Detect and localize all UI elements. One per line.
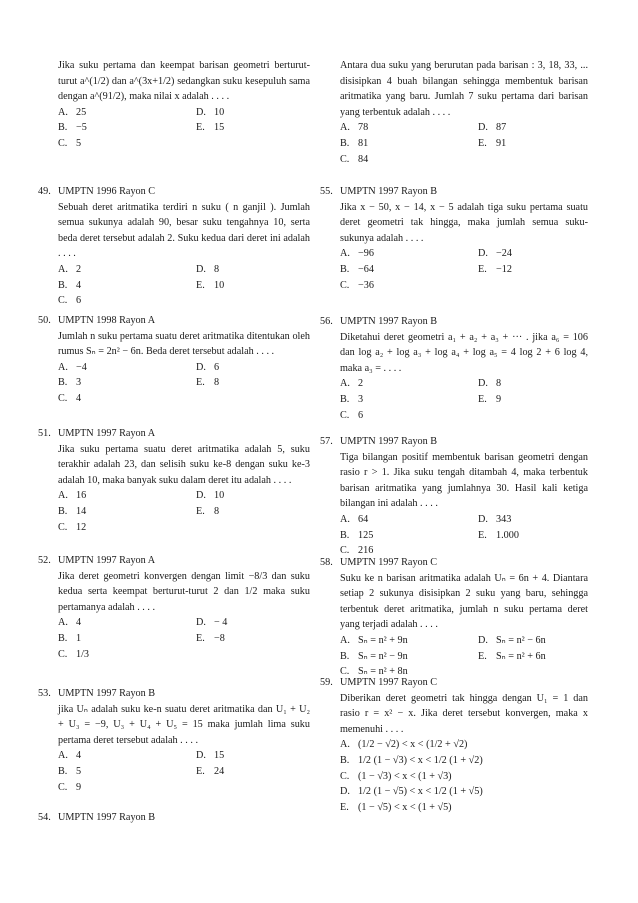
answer-option — [196, 631, 306, 647]
answer-options — [340, 737, 588, 815]
option-letter: D. — [196, 617, 206, 629]
option-value: 10 — [214, 490, 225, 502]
problem-source: UMPTN 1997 Rayon B — [340, 436, 438, 447]
option-letter: A. — [340, 739, 350, 751]
option-letter: E. — [478, 393, 487, 405]
option-letter: E. — [196, 765, 205, 777]
option-value: Sₙ = n² − 6n — [496, 634, 546, 646]
problem-source: UMPTN 1997 Rayon C — [340, 557, 438, 568]
option-value: 8 — [214, 263, 220, 275]
problem-number: 49. — [38, 186, 51, 197]
option-value: −8 — [214, 632, 225, 644]
answer-option — [196, 748, 306, 764]
option-value: 3 — [358, 393, 364, 405]
answer-option — [340, 376, 478, 392]
option-letter: D. — [196, 106, 206, 118]
answer-option — [58, 520, 196, 536]
answer-option — [340, 737, 588, 753]
option-value: 2 — [358, 378, 364, 390]
option-value: −4 — [76, 361, 87, 373]
answer-option — [196, 615, 306, 631]
option-letter: A. — [58, 361, 68, 373]
answer-option — [340, 528, 478, 544]
problem-text: Tiga bilangan positif membentuk barisan geometri dengan rasio r > 1. Jika suku tengah ditambah 4, maka terbentuk barisan aritmatika yang jumlahnya 30. Hasil kali ketiga bilangan ini adalah . . . . — [340, 451, 588, 510]
answer-option — [58, 293, 196, 309]
option-letter: E. — [478, 529, 487, 541]
option-value: 24 — [214, 765, 225, 777]
option-value: 91 — [496, 137, 507, 149]
problem-text: Jika suku pertama dan keempat barisan geometri berturut-turut a^(1/2) dan a^(3x+1/2) sedangkan suku kesepuluh sama dengan a^(91/2), maka nilai x adalah . . . . — [58, 60, 310, 103]
problem-source: UMPTN 1997 Rayon B — [58, 812, 156, 823]
answer-options — [58, 105, 310, 152]
answer-option — [196, 764, 306, 780]
problem-source: UMPTN 1998 Rayon A — [58, 315, 156, 326]
option-value: 1.000 — [496, 529, 519, 541]
option-value: 15 — [214, 750, 225, 762]
option-value: 9 — [76, 781, 82, 793]
answer-option — [340, 246, 478, 262]
answer-option — [58, 488, 196, 504]
option-value: 25 — [76, 106, 87, 118]
option-value: −5 — [76, 122, 87, 134]
problem-source: UMPTN 1997 Rayon A — [58, 555, 156, 566]
answer-option — [340, 800, 588, 816]
option-letter: B. — [340, 263, 350, 275]
problem-p59 — [320, 675, 588, 815]
option-value: 1/2 (1 − √5) < x < 1/2 (1 + √5) — [358, 786, 483, 798]
problem-p55 — [320, 184, 588, 293]
answer-option — [58, 647, 196, 663]
problem-p54b — [340, 58, 588, 167]
option-value: 5 — [76, 765, 82, 777]
answer-option — [196, 375, 306, 391]
answer-option — [58, 120, 196, 136]
answer-options — [58, 748, 310, 795]
option-value: 6 — [214, 361, 220, 373]
problem-source: UMPTN 1997 Rayon B — [58, 688, 156, 699]
option-letter: E. — [196, 377, 205, 389]
option-letter: C. — [58, 295, 68, 307]
problem-number: 51. — [38, 428, 51, 439]
answer-option — [340, 408, 478, 424]
answer-option — [478, 246, 588, 262]
option-value: −12 — [496, 263, 512, 275]
problem-p56 — [320, 314, 588, 423]
option-letter: A. — [58, 750, 68, 762]
option-letter: A. — [58, 617, 68, 629]
answer-option — [478, 392, 588, 408]
option-letter: A. — [340, 513, 350, 525]
option-letter: E. — [340, 801, 349, 813]
option-value: (1 − √3) < x < (1 + √3) — [358, 770, 452, 782]
option-letter: B. — [58, 632, 68, 644]
problem-text: Sebuah deret aritmatika terdiri n suku ( n ganjil ). Jumlah semua sukunya adalah 90, besar suku tengahnya 10, serta beda deret tersebut adalah 2. Suku kedua dari deret ini adalah . . . . — [58, 201, 310, 260]
option-letter: B. — [58, 505, 68, 517]
option-letter: D. — [196, 750, 206, 762]
problem-source: UMPTN 1997 Rayon A — [58, 428, 156, 439]
answer-option — [58, 615, 196, 631]
answer-option — [340, 753, 588, 769]
problem-number: 55. — [320, 186, 333, 197]
answer-option — [196, 105, 306, 121]
option-letter: D. — [340, 786, 350, 798]
answer-options — [58, 615, 310, 662]
answer-option — [340, 649, 478, 665]
problem-p54 — [38, 810, 310, 826]
option-value: 216 — [358, 545, 374, 557]
answer-option — [58, 136, 196, 152]
answer-option — [478, 528, 588, 544]
problem-number: 52. — [38, 555, 51, 566]
option-value: 10 — [214, 106, 225, 118]
problem-text: Suku ke n barisan aritmatika adalah Uₙ = 6n + 4. Diantara setiap 2 sukunya disisipkan 2 suku yang baru, sehingga terbentuk deret aritmatika, jumlah n suku pertama deret yang terjadi adalah . . . . — [340, 572, 588, 631]
answer-option — [196, 262, 306, 278]
problem-text: Jumlah n suku pertama suatu deret aritmatika ditentukan oleh rumus Sₙ = 2n² − 6n. Beda deret tersebut adalah . . . . — [58, 330, 310, 358]
option-letter: B. — [340, 393, 350, 405]
answer-option — [340, 633, 478, 649]
answer-option — [340, 769, 588, 785]
option-letter: E. — [196, 279, 205, 291]
problem-source: UMPTN 1997 Rayon B — [340, 186, 438, 197]
option-letter: A. — [340, 378, 350, 390]
option-letter: D. — [196, 361, 206, 373]
answer-option — [478, 633, 588, 649]
problem-text: jika Uₙ adalah suku ke-n suatu deret aritmatika dan U₁ + U₂ + U₃ = −9, U₃ + U₄ + U₅ = 15 maka jumlah lima suku pertama deret tersebut adalah . . . . — [58, 703, 310, 746]
problem-p53 — [38, 686, 310, 795]
option-letter: D. — [478, 513, 488, 525]
answer-option — [196, 488, 306, 504]
answer-option — [478, 120, 588, 136]
problem-p57 — [320, 434, 588, 559]
option-value: (1/2 − √2) < x < (1/2 + √2) — [358, 739, 468, 751]
option-letter: E. — [196, 632, 205, 644]
option-value: 78 — [358, 122, 369, 134]
answer-option — [58, 780, 196, 796]
answer-option — [340, 512, 478, 528]
option-value: 1 — [76, 632, 82, 644]
option-value: −96 — [358, 248, 374, 260]
option-letter: C. — [58, 137, 68, 149]
option-letter: A. — [340, 248, 350, 260]
option-letter: B. — [340, 650, 350, 662]
option-letter: D. — [478, 378, 488, 390]
option-value: 8 — [214, 505, 220, 517]
answer-options — [340, 376, 588, 423]
option-value: −36 — [358, 279, 374, 291]
option-value: 1/2 (1 − √3) < x < 1/2 (1 + √2) — [358, 754, 483, 766]
answer-option — [58, 631, 196, 647]
answer-option — [58, 105, 196, 121]
option-letter: A. — [340, 634, 350, 646]
option-letter: C. — [340, 545, 350, 557]
answer-option — [478, 512, 588, 528]
option-letter: B. — [340, 529, 350, 541]
option-value: 16 — [76, 490, 87, 502]
problem-number: 57. — [320, 436, 333, 447]
option-letter: A. — [340, 122, 350, 134]
answer-option — [58, 504, 196, 520]
option-letter: E. — [196, 505, 205, 517]
option-value: 1/3 — [76, 648, 90, 660]
problem-text: Diketahui deret geometri a₁ + a₂ + a₃ + ··· . jika a₆ = 106 dan log a₂ + log a₃ + log a₄ + log a₅ = 4 log 2 + 6 log 4, maka a₃ = . . . . — [340, 331, 588, 374]
option-value: 10 — [214, 279, 225, 291]
option-value: −64 — [358, 263, 374, 275]
option-value: 8 — [214, 377, 220, 389]
option-value: 4 — [76, 392, 82, 404]
option-value: (1 − √5) < x < (1 + √5) — [358, 801, 452, 813]
option-letter: C. — [58, 648, 68, 660]
option-letter: C. — [58, 392, 68, 404]
option-letter: B. — [58, 279, 68, 291]
option-letter: E. — [196, 122, 205, 134]
problem-text: Jika suku pertama suatu deret aritmatika adalah 5, suku terakhir adalah 23, dan selisih suku ke-8 dengan suku ke-3 adalah 10, maka banyak suku dalam deret itu adalah . . . . — [58, 443, 310, 486]
answer-option — [340, 152, 478, 168]
option-value: 125 — [358, 529, 374, 541]
option-value: 343 — [496, 513, 512, 525]
option-letter: B. — [58, 122, 68, 134]
answer-options — [340, 633, 588, 680]
answer-option — [196, 120, 306, 136]
option-letter: A. — [58, 263, 68, 275]
option-value: 84 — [358, 153, 369, 165]
option-value: 15 — [214, 122, 225, 134]
answer-option — [58, 375, 196, 391]
problem-number: 59. — [320, 677, 333, 688]
answer-option — [58, 262, 196, 278]
option-letter: D. — [478, 248, 488, 260]
problem-p51 — [38, 426, 310, 535]
option-letter: C. — [58, 521, 68, 533]
option-letter: B. — [340, 137, 350, 149]
option-letter: D. — [196, 263, 206, 275]
option-value: 5 — [76, 137, 82, 149]
option-letter: C. — [340, 770, 350, 782]
option-value: 81 — [358, 137, 369, 149]
option-value: −24 — [496, 248, 512, 260]
option-value: 14 — [76, 505, 87, 517]
option-letter: B. — [58, 765, 68, 777]
option-value: 4 — [76, 750, 82, 762]
answer-option — [478, 136, 588, 152]
answer-option — [58, 360, 196, 376]
option-value: 8 — [496, 378, 502, 390]
problem-text: Jika deret geometri konvergen dengan limit −8/3 dan suku kedua serta keempat berturut-turut 2 dan 1/2 maka suku pertamanya adalah . . . . — [58, 570, 310, 613]
option-letter: C. — [340, 666, 350, 678]
answer-option — [478, 649, 588, 665]
option-value: 4 — [76, 617, 82, 629]
problem-p50 — [38, 313, 310, 407]
answer-option — [478, 262, 588, 278]
option-value: Sₙ = n² + 8n — [358, 666, 408, 678]
option-value: 64 — [358, 513, 369, 525]
problem-source: UMPTN 1997 Rayon B — [340, 316, 438, 327]
option-value: 12 — [76, 521, 87, 533]
answer-option — [196, 504, 306, 520]
problem-text: Antara dua suku yang berurutan pada barisan : 3, 18, 33, ... disisipkan 4 buah bilangan sehingga membentuk barisan aritmatika yang baru. Jumlah 7 suku pertama dari barisan yang terbentuk adalah . . . . — [340, 60, 588, 118]
option-letter: A. — [58, 106, 68, 118]
option-letter: C. — [58, 781, 68, 793]
option-letter: E. — [478, 263, 487, 275]
answer-option — [196, 278, 306, 294]
problem-source: UMPTN 1996 Rayon C — [58, 186, 156, 197]
option-value: Sₙ = n² − 9n — [358, 650, 408, 662]
answer-option — [58, 391, 196, 407]
answer-option — [58, 748, 196, 764]
option-value: 9 — [496, 393, 502, 405]
option-letter: B. — [58, 377, 68, 389]
option-value: 4 — [76, 279, 82, 291]
problem-number: 53. — [38, 688, 51, 699]
option-letter: D. — [478, 634, 488, 646]
option-letter: C. — [340, 153, 350, 165]
option-value: 3 — [76, 377, 82, 389]
option-letter: C. — [340, 409, 350, 421]
problem-p58 — [320, 555, 588, 680]
option-value: − 4 — [214, 617, 228, 629]
option-letter: B. — [340, 754, 350, 766]
problem-source: UMPTN 1997 Rayon C — [340, 677, 438, 688]
problem-p49 — [38, 184, 310, 309]
answer-option — [58, 278, 196, 294]
option-letter: D. — [196, 490, 206, 502]
option-letter: E. — [478, 650, 487, 662]
answer-option — [340, 136, 478, 152]
problem-text: Diberikan deret geometri tak hingga dengan U₁ = 1 dan rasio r = x² − x. Jika deret tersebut konvergen, maka x memenuhi . . . . — [340, 692, 588, 735]
option-value: Sₙ = n² + 6n — [496, 650, 546, 662]
answer-option — [340, 784, 588, 800]
option-value: 6 — [358, 409, 364, 421]
answer-options — [340, 246, 588, 293]
problem-number: 56. — [320, 316, 333, 327]
answer-option — [340, 120, 478, 136]
answer-options — [58, 360, 310, 407]
answer-option — [340, 278, 478, 294]
answer-option — [58, 764, 196, 780]
problem-p52 — [38, 553, 310, 662]
option-letter: E. — [478, 137, 487, 149]
problem-p48 — [58, 58, 310, 152]
option-letter: A. — [58, 490, 68, 502]
option-letter: C. — [340, 279, 350, 291]
option-value: Sₙ = n² + 9n — [358, 634, 408, 646]
answer-options — [340, 120, 588, 167]
answer-option — [340, 262, 478, 278]
answer-options — [58, 488, 310, 535]
option-value: 87 — [496, 122, 507, 134]
option-value: 2 — [76, 263, 82, 275]
answer-option — [196, 360, 306, 376]
problem-number: 50. — [38, 315, 51, 326]
answer-option — [478, 376, 588, 392]
problem-number: 54. — [38, 812, 51, 823]
answer-options — [340, 512, 588, 559]
answer-options — [58, 262, 310, 309]
option-letter: D. — [478, 122, 488, 134]
option-value: 6 — [76, 295, 82, 307]
problem-text: Jika x − 50, x − 14, x − 5 adalah tiga suku pertama suatu deret geometri tak hingga, maka jumlah semua suku-sukunya adalah . . . . — [340, 201, 588, 244]
answer-option — [340, 392, 478, 408]
problem-number: 58. — [320, 557, 333, 568]
